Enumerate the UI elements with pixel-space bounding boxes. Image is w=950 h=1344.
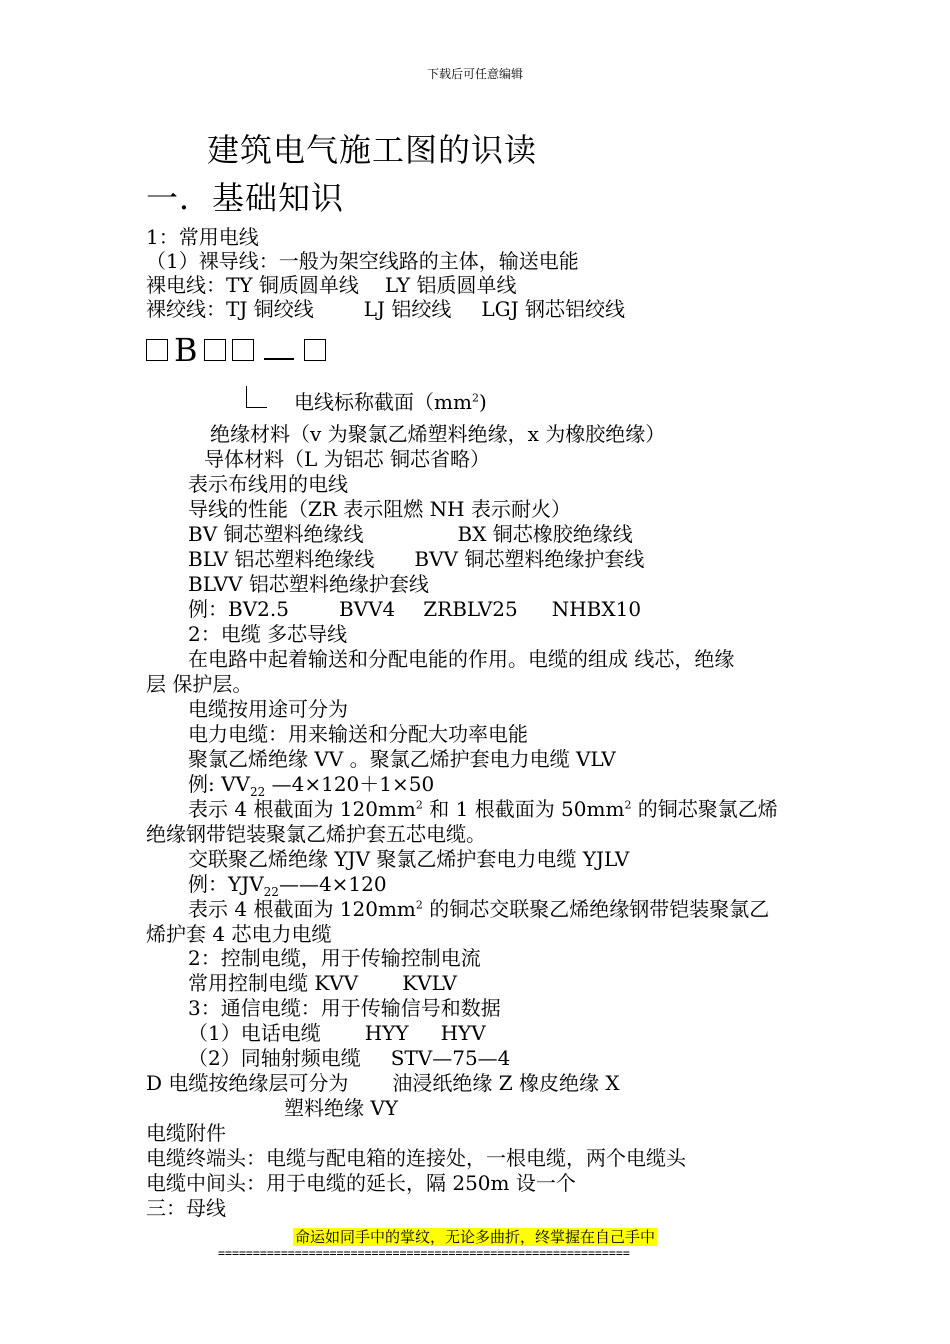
section-heading: 一．基础知识 (146, 179, 345, 217)
text-line: 三：母线 (146, 1196, 226, 1220)
text-line: 聚氯乙烯绝缘 VV 。聚氯乙烯护套电力电缆 VLV (188, 747, 616, 771)
text-line: 1：常用电线 (146, 225, 259, 249)
text-line (188, 971, 457, 996)
text-line: （1）裸导线：一般为架空线路的主体，输送电能 (146, 249, 579, 273)
text-line: 烯护套 4 芯电力电缆 (146, 922, 332, 946)
text-line (146, 273, 516, 298)
text-line (188, 772, 434, 797)
text-line: 电力电缆：用来输送和分配大功率电能 (188, 722, 528, 746)
text-span: 例: VV (188, 772, 250, 796)
text-line: 电缆中间头：用于电缆的延长，隔 250m 设一个 (146, 1171, 576, 1195)
underline-mark (264, 358, 294, 360)
subscript: 22 (263, 885, 279, 899)
superscript: 2 (415, 898, 423, 912)
text-line (294, 390, 487, 415)
text-line (188, 597, 641, 622)
placeholder-box (146, 339, 168, 361)
text-span: LY 铝质圆单线 (384, 273, 517, 297)
text-line (188, 897, 769, 922)
placeholder-box (232, 339, 254, 361)
document-title: 建筑电气施工图的识读 (207, 131, 538, 169)
text-line: 层 保护层。 (146, 672, 253, 696)
page-header: 下载后可任意编辑 (426, 67, 523, 81)
text-span: D 电缆按绝缘层可分为 (146, 1071, 349, 1095)
text-span: NHBX10 (551, 597, 642, 621)
text-span: 表示 4 根截面为 120mm (188, 797, 416, 821)
footer-quote: 命运如同手中的掌纹，无论多曲折，终掌握在自己手中 (294, 1228, 655, 1246)
text-span: 的铜芯交联聚乙烯绝缘钢带铠装聚氯乙 (422, 897, 770, 921)
model-code-template (146, 330, 332, 370)
text-span: —4×120＋1×50 (265, 772, 435, 796)
text-span: BLV 铝芯塑料绝缘线 (188, 547, 375, 571)
text-line: 绝缘钢带铠装聚氯乙烯护套五芯电缆。 (146, 822, 486, 846)
model-letter: B (174, 331, 198, 369)
text-span: （2）同轴射频电缆 (188, 1046, 361, 1070)
text-line: 电缆终端头：电缆与配电箱的连接处，一根电缆，两个电缆头 (146, 1146, 686, 1170)
text-line: 交联聚乙烯绝缘 YJV 聚氯乙烯护套电力电缆 YJLV (188, 847, 630, 871)
placeholder-box (204, 339, 226, 361)
text-span: BVV4 (338, 597, 396, 621)
text-span: LGJ 钢芯铝绞线 (481, 297, 626, 321)
text-span: BVV 铜芯塑料绝缘护套线 (414, 547, 645, 571)
text-line: 绝缘材料（v 为聚氯乙烯塑料绝缘，x 为橡胶绝缘） (210, 422, 666, 446)
text-line: 电缆附件 (146, 1121, 226, 1145)
text-line (146, 1071, 620, 1096)
text-line: BLVV 铝芯塑料绝缘护套线 (188, 572, 429, 596)
superscript: 2 (415, 798, 423, 812)
text-span: 常用控制电缆 KVV (188, 971, 359, 995)
text-span: ——4×120 (278, 872, 387, 896)
page-footer (0, 1227, 950, 1247)
text-line (146, 297, 625, 322)
text-span: 例：YJV (188, 872, 264, 896)
superscript: 2 (471, 391, 479, 405)
text-span: ) (478, 390, 487, 414)
text-line (188, 1046, 510, 1071)
text-line: 塑料绝缘 VY (284, 1096, 399, 1120)
text-line: 导体材料（L 为铝芯 铜芯省略） (204, 447, 490, 471)
subscript: 22 (249, 785, 266, 799)
text-line: 2：电缆 多芯导线 (188, 622, 348, 646)
text-line: 在电路中起着输送和分配电能的作用。电缆的组成 线芯，绝缘 (188, 647, 735, 671)
text-span: LJ 铝绞线 (363, 297, 452, 321)
text-span: BX 铜芯橡胶绝缘线 (457, 522, 633, 546)
footer-rule: =========================================================== (218, 1246, 630, 1260)
text-span: 和 1 根截面为 50mm (422, 797, 625, 821)
superscript: 2 (624, 798, 632, 812)
text-span: 裸电线：TY 铜质圆单线 (146, 273, 359, 297)
text-span: KVLV (402, 971, 457, 995)
text-line: 电缆按用途可分为 (188, 697, 348, 721)
text-span: 例：BV2.5 (188, 597, 289, 621)
text-span: ZRBLV25 (423, 597, 518, 621)
text-span: 电线标称截面（mm (294, 390, 472, 414)
text-line: 3：通信电缆：用于传输信号和数据 (188, 996, 501, 1020)
text-span: 表示 4 根截面为 120mm (188, 897, 416, 921)
text-span: STV—75—4 (390, 1046, 511, 1070)
text-span: HYV (440, 1021, 486, 1045)
text-line (188, 547, 644, 572)
bracket-line (246, 386, 267, 408)
text-span: （1）电话电缆 (188, 1021, 321, 1045)
text-line: 表示布线用的电线 (188, 472, 348, 496)
text-line: 导线的性能（ZR 表示阻燃 NH 表示耐火） (188, 497, 571, 521)
text-line: 2：控制电缆，用于传输控制电流 (188, 946, 481, 970)
text-line (188, 797, 778, 822)
text-span: BV 铜芯塑料绝缘线 (188, 522, 364, 546)
text-line (188, 872, 387, 897)
text-span: 的铜芯聚氯乙烯 (631, 797, 778, 821)
text-line (188, 1021, 486, 1046)
text-span: 油浸纸绝缘 Z 橡皮绝缘 X (392, 1071, 620, 1095)
text-span: HYY (364, 1021, 409, 1045)
text-line (188, 522, 633, 547)
text-span: 裸绞线：TJ 铜绞线 (146, 297, 314, 321)
placeholder-box (304, 339, 326, 361)
